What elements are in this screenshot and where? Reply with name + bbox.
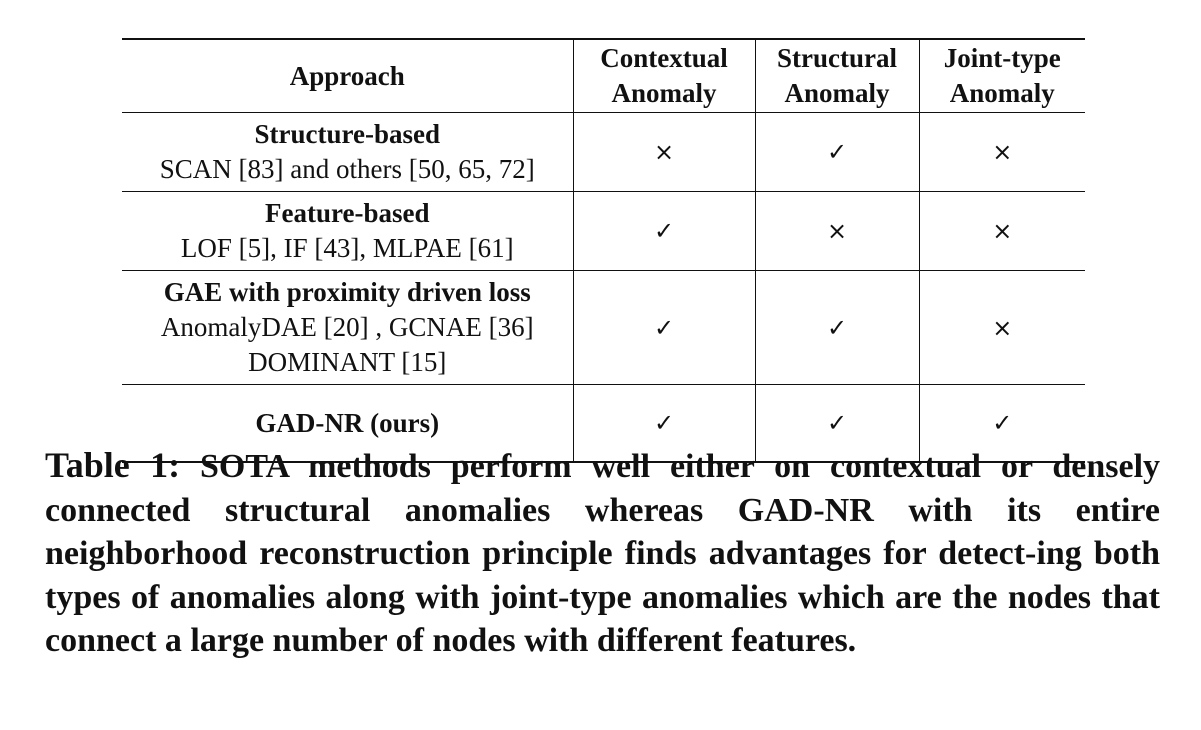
table-row-gae-proximity bbox=[122, 271, 1085, 385]
approach-name: GAD-NR (ours) bbox=[255, 407, 440, 438]
structural-mark: ✓ bbox=[755, 385, 919, 463]
contextual-mark: ✓ bbox=[573, 385, 755, 463]
table-caption bbox=[45, 444, 1160, 663]
caption-label: Table 1: bbox=[45, 445, 181, 485]
header-joint-type-anomaly: Joint-type Anomaly bbox=[919, 39, 1085, 113]
approach-name: GAE with proximity driven loss bbox=[163, 277, 531, 307]
joint-mark: × bbox=[919, 271, 1085, 385]
approach-references: AnomalyDAE [20] , GCNAE [36] bbox=[160, 312, 534, 342]
approach-cell bbox=[122, 113, 573, 192]
approach-references: LOF [5], IF [43], MLPAE [61] bbox=[180, 233, 514, 263]
structural-mark: ✓ bbox=[755, 271, 919, 385]
header-contextual-anomaly: Contextual Anomaly bbox=[573, 39, 755, 113]
structural-mark: ✓ bbox=[755, 113, 919, 192]
header-approach: Approach bbox=[289, 60, 405, 91]
approach-references: SCAN [83] and others [50, 65, 72] bbox=[159, 154, 535, 184]
approach-name: Feature-based bbox=[265, 198, 430, 228]
joint-mark: × bbox=[919, 113, 1085, 192]
structural-mark: × bbox=[755, 192, 919, 271]
table-row-structure-based bbox=[122, 113, 1085, 192]
approach-references: DOMINANT [15] bbox=[248, 347, 447, 377]
approach-name: Structure-based bbox=[254, 119, 440, 149]
comparison-table bbox=[122, 38, 1085, 463]
contextual-mark: ✓ bbox=[573, 192, 755, 271]
header-structural-anomaly: Structural Anomaly bbox=[755, 39, 919, 113]
table-row-feature-based bbox=[122, 192, 1085, 271]
contextual-mark: × bbox=[573, 113, 755, 192]
caption-text: SOTA methods perform well either on contextual or densely connected structural anomalies whereas GAD-NR with its entire neighborhood reconstruction principle finds advantages for detect-ing both types of anomalies along with joint-type anomalies which are the nodes that connect a large number of nodes with different features. bbox=[45, 448, 1161, 659]
joint-mark: ✓ bbox=[919, 385, 1085, 463]
comparison-table-container bbox=[122, 38, 1085, 463]
approach-cell bbox=[122, 192, 573, 271]
approach-cell bbox=[122, 271, 573, 385]
table-header-row bbox=[122, 39, 1085, 113]
contextual-mark: ✓ bbox=[573, 271, 755, 385]
joint-mark: × bbox=[919, 192, 1085, 271]
